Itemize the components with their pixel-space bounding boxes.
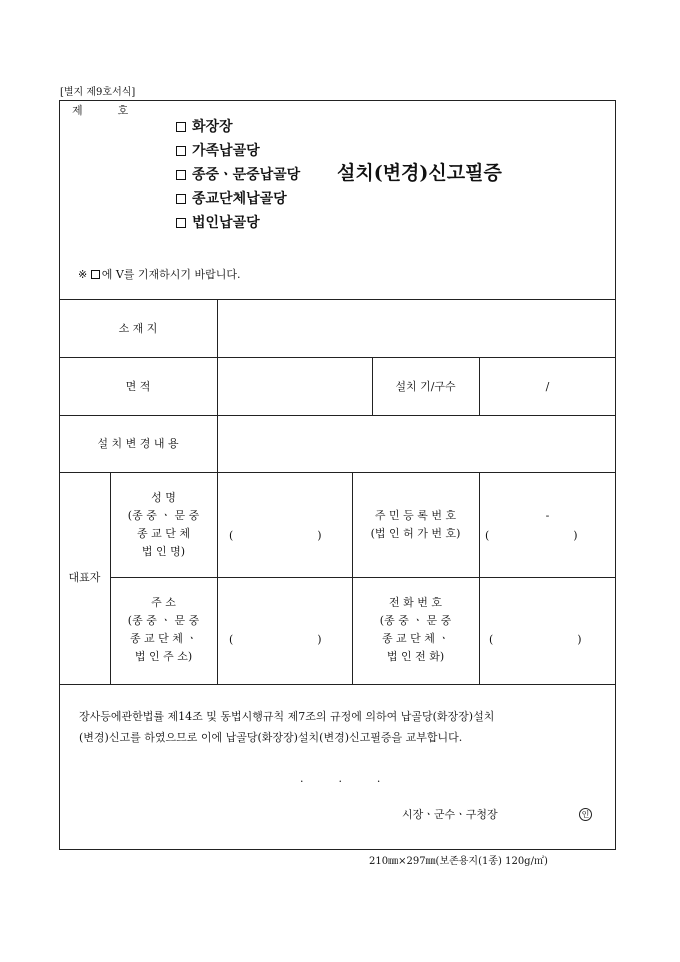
note-text: 에 V를 기재하시기 바랍니다. — [101, 268, 241, 281]
change-content-label: 설 치 변 경 내 용 — [97, 437, 179, 450]
form-title: 설치(변경)신고필증 — [337, 162, 502, 184]
area-field[interactable] — [219, 359, 371, 414]
address-label-line: 종 교 단 체 ㆍ — [129, 632, 198, 645]
registration-number-dash: - — [545, 509, 550, 522]
issue-date[interactable]: . . . — [300, 772, 381, 785]
issuer: 시장ㆍ군수ㆍ구청장 — [402, 808, 498, 821]
install-count-field[interactable]: / — [545, 380, 550, 393]
option-label: 화장장 — [192, 119, 233, 135]
name-label-line: 종 교 단 체 — [137, 527, 190, 540]
option-clan-ossuary[interactable] — [176, 166, 300, 184]
location-label: 소 재 지 — [118, 322, 158, 335]
name-label — [110, 489, 217, 561]
checkbox-icon[interactable] — [176, 146, 186, 156]
address-label-line: 법 인 주 소) — [134, 650, 193, 663]
statement-line-2: (변경)신고를 하였으므로 이에 납골당(화장장)설치(변경)신고필증을 교부합니다. — [79, 731, 463, 744]
option-corporate-ossuary[interactable] — [176, 214, 260, 232]
area-label: 면 적 — [125, 380, 151, 393]
seal-icon: 인 — [579, 808, 592, 821]
option-label: 가족납골당 — [192, 143, 260, 159]
divider — [59, 684, 616, 685]
divider — [479, 472, 480, 684]
divider — [59, 472, 616, 473]
reg-label-line: 주 민 등 록 번 호 — [374, 509, 457, 522]
registration-number-label — [352, 507, 479, 543]
option-crematorium[interactable] — [176, 118, 233, 136]
name-field[interactable]: ( ) — [229, 529, 322, 542]
checkbox-icon[interactable] — [176, 170, 186, 180]
name-label-line: (종 중 ㆍ 문 중 — [127, 509, 200, 522]
name-label-line: 성 명 — [151, 491, 176, 504]
option-religious-ossuary[interactable] — [176, 190, 287, 208]
serial-number-label: 제 호 — [72, 104, 129, 117]
option-family-ossuary[interactable] — [176, 142, 260, 160]
phone-label-line: (종 중 ㆍ 문 중 — [379, 614, 452, 627]
phone-label-line: 전 화 번 호 — [389, 596, 442, 609]
reg-label-line: (법 인 허 가 번 호) — [370, 527, 461, 540]
phone-field[interactable]: ( ) — [489, 633, 582, 646]
phone-label-line: 종 교 단 체 ㆍ — [381, 632, 450, 645]
location-field[interactable] — [219, 301, 615, 356]
divider — [59, 415, 616, 416]
instruction-note — [78, 268, 241, 282]
change-content-field[interactable] — [219, 417, 615, 471]
checkbox-icon[interactable] — [176, 122, 186, 132]
divider — [59, 299, 616, 300]
install-count-label: 설치 기/구수 — [395, 380, 456, 393]
option-label: 종중ㆍ문중납골당 — [192, 167, 301, 183]
option-label: 법인납골당 — [192, 215, 260, 231]
divider — [217, 299, 218, 684]
phone-label — [352, 594, 479, 666]
checkbox-icon[interactable] — [176, 194, 186, 204]
address-label-line: (종 중 ㆍ 문 중 — [127, 614, 200, 627]
name-label-line: 법 인 명) — [141, 545, 186, 558]
statement-line-1: 장사등에관한법률 제14조 및 동법시행규칙 제7조의 규정에 의하여 납골당(화장장)설치 — [79, 710, 495, 723]
phone-label-line: 법 인 전 화) — [386, 650, 445, 663]
paper-spec: 210㎜×297㎜(보존용지(1종) 120g/㎡) — [369, 856, 548, 867]
form-number: [별지 제9호서식] — [60, 87, 136, 98]
registration-number-field[interactable]: ( ) — [485, 529, 578, 542]
address-label-line: 주 소 — [151, 596, 176, 609]
checkbox-icon[interactable] — [176, 218, 186, 228]
address-field[interactable]: ( ) — [229, 633, 322, 646]
address-label — [110, 594, 217, 666]
divider — [59, 357, 616, 358]
divider — [110, 577, 616, 578]
checkbox-icon — [91, 270, 100, 279]
option-label: 종교단체납골당 — [192, 191, 287, 207]
note-mark: ※ — [78, 268, 91, 281]
representative-label: 대표자 — [68, 571, 101, 584]
